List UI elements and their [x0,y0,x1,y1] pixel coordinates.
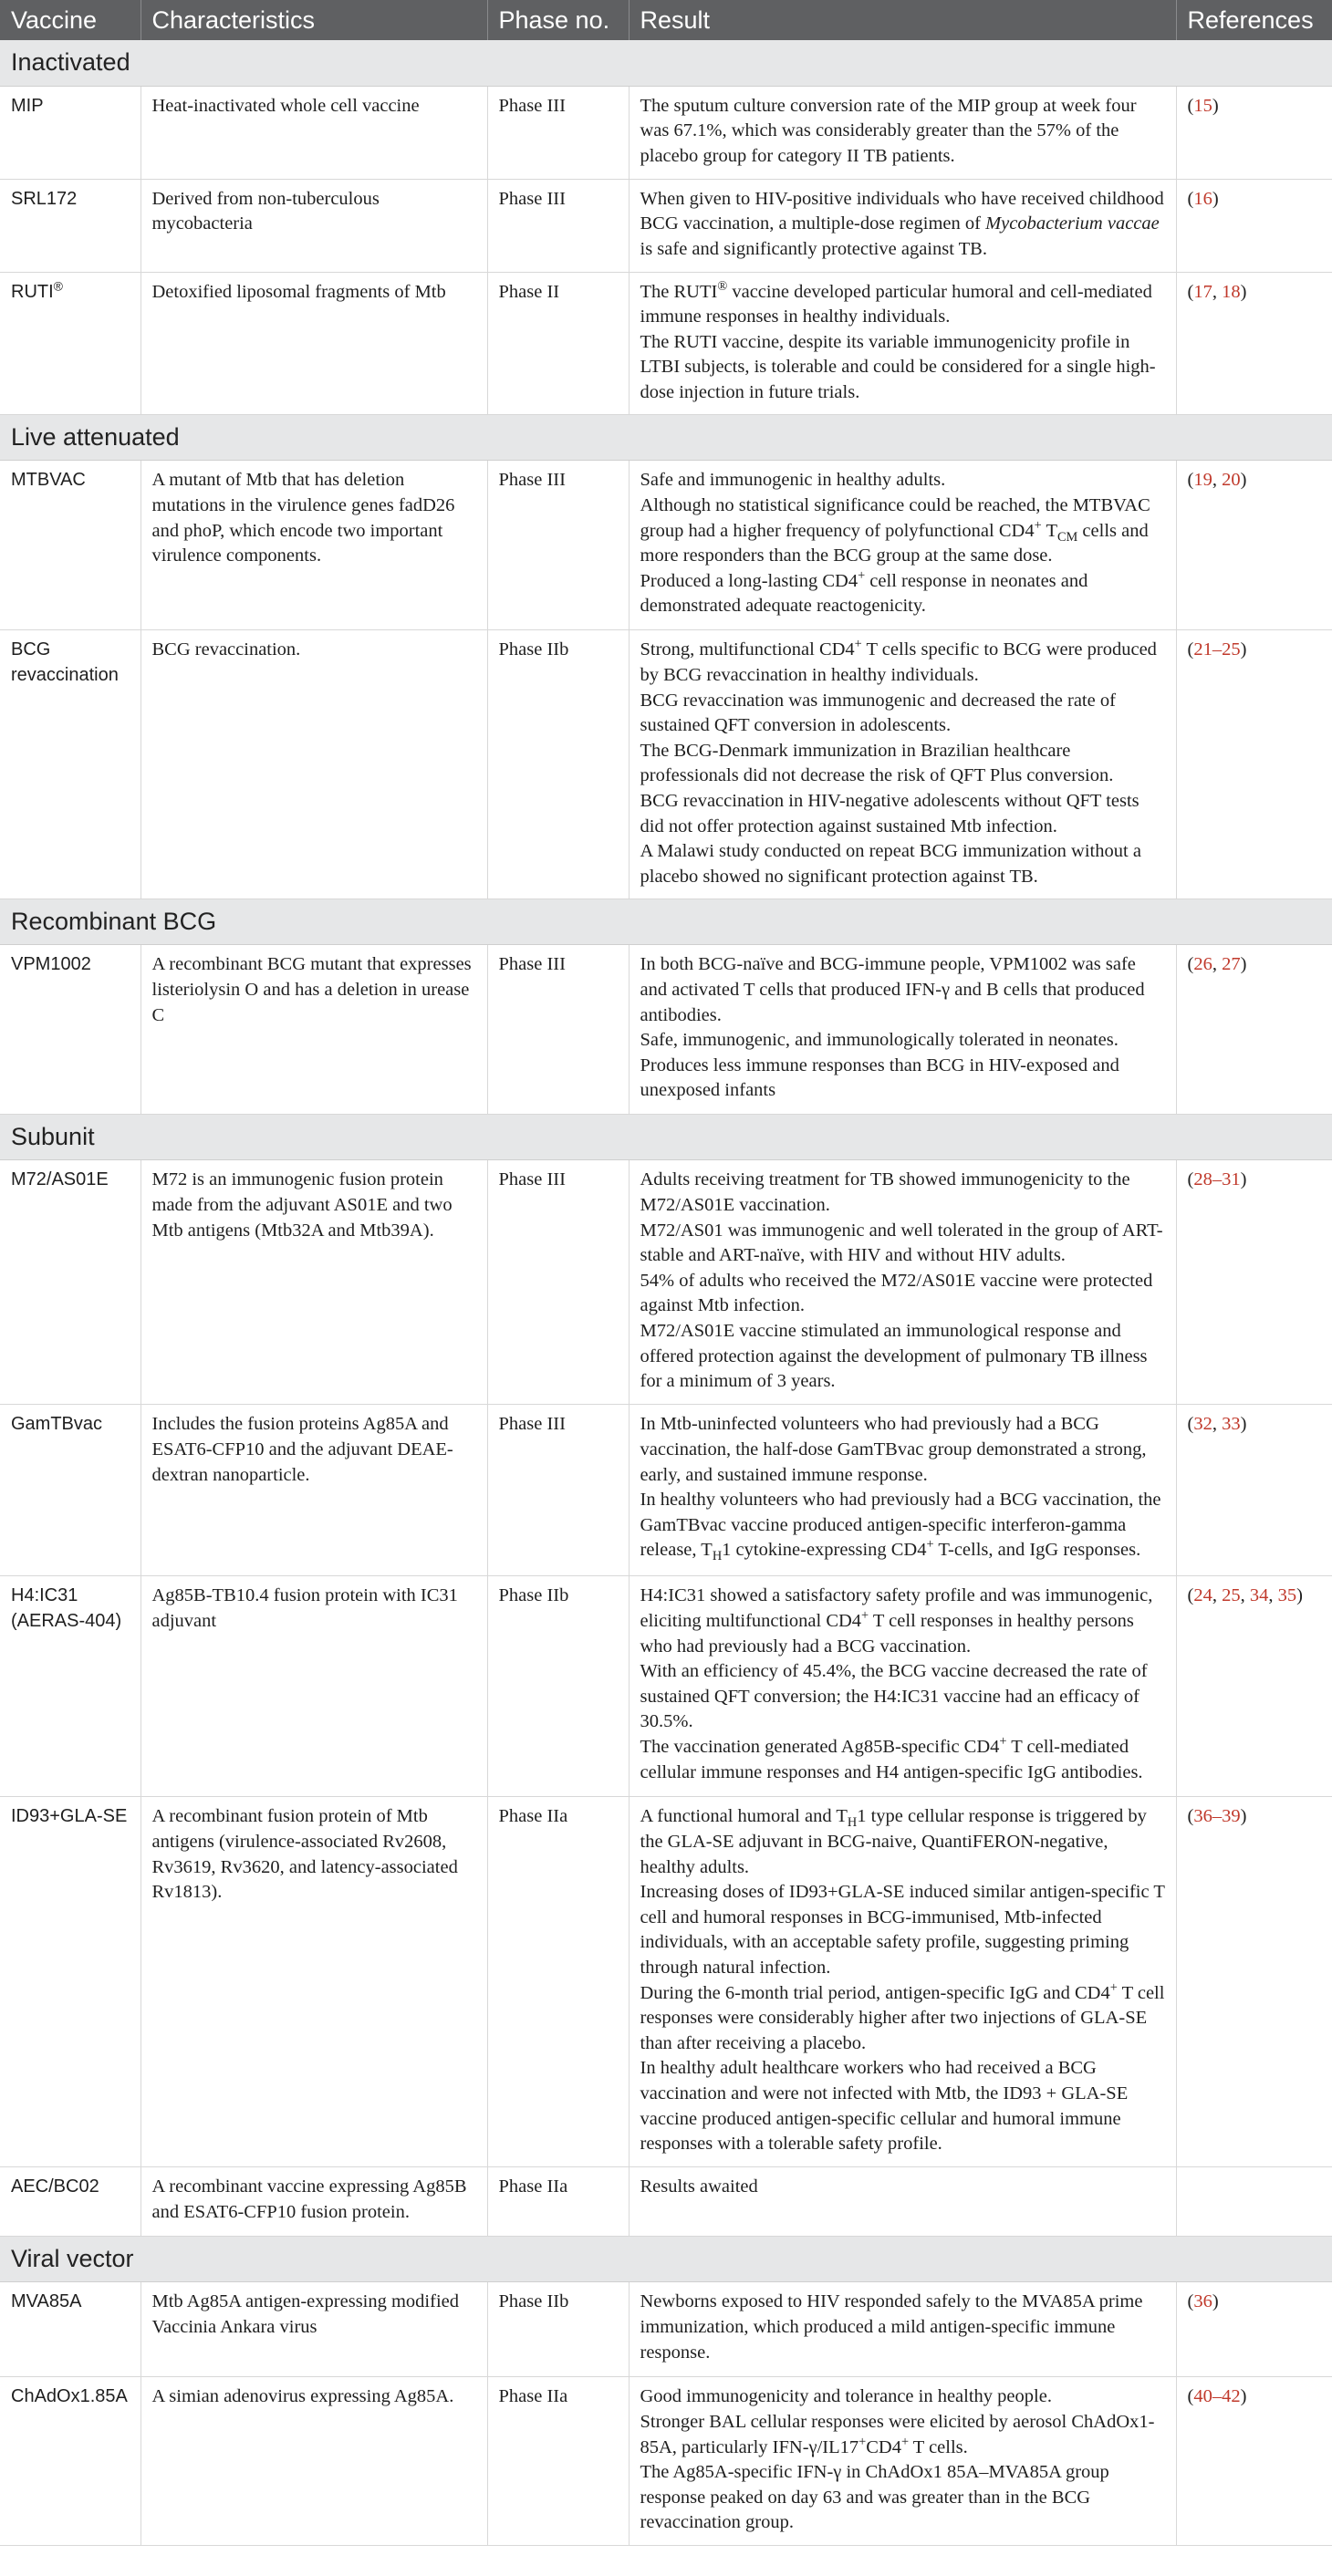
phase-cell: Phase IIb [487,1576,629,1797]
characteristics-cell: A recombinant fusion protein of Mtb antigens (virulence-associated Rv2608, Rv3619, Rv3620, and latency-associated Rv1813). [140,1797,487,2167]
result-cell [629,945,1176,1115]
reference-link[interactable]: 25 [1222,1585,1241,1606]
phase-cell: Phase III [487,179,629,272]
result-paragraph: With an efficiency of 45.4%, the BCG vaccine decreased the rate of sustained QFT conversion; the H4:IC31 vaccine had an efficacy of 30.5%. [640,1661,1148,1732]
result-cell [629,86,1176,179]
phase-cell: Phase IIa [487,2377,629,2546]
vaccine-name: H4:IC31 (AERAS-404) [0,1576,140,1797]
table-row [0,1576,1332,1797]
table-body [0,40,1332,2545]
result-paragraph: Increasing doses of ID93+GLA-SE induced similar antigen-specific T cell and humoral responses in BCG-immunised, Mtb-infected individuals, with an acceptable safety profile, suggesting priming through natural infection. [640,1882,1165,1978]
characteristics-cell: Detoxified liposomal fragments of Mtb [140,272,487,415]
phase-cell: Phase III [487,86,629,179]
references-cell: (24, 25, 34, 35) [1176,1576,1332,1797]
characteristics-cell: Ag85B-TB10.4 fusion protein with IC31 adjuvant [140,1576,487,1797]
result-paragraph: Produces less immune responses than BCG in HIV-exposed and unexposed infants [640,1054,1119,1101]
section-header-row [0,40,1332,86]
references-cell: (19, 20) [1176,461,1332,630]
result-paragraph: Stronger BAL cellular responses were elicited by aerosol ChAdOx1-85A, particularly IFN-γ/IL17+CD4+ T cells. [640,2412,1155,2457]
result-paragraph: In both BCG-naïve and BCG-immune people, VPM1002 was safe and activated T cells that produced IFN-γ and B cells that produced antibodies. [640,954,1145,1025]
result-paragraph: BCG revaccination in HIV-negative adolescents without QFT tests did not offer protection against sustained Mtb infection. [640,791,1139,836]
reference-link[interactable]: 16 [1193,188,1212,209]
result-cell [629,1405,1176,1576]
result-paragraph: Although no statistical significance could be reached, the MTBVAC group had a higher frequency of polyfunctional CD4+ $T_{CM}$ cells and more responders than the BCG group at the same dose. [640,495,1150,566]
result-paragraph: In healthy adult healthcare workers who had received a BCG vaccination and were not infected with Mtb, the ID93 + GLA-SE vaccine produced antigen-specific cellular and humoral immune responses with a tolerable safety profile. [640,2058,1129,2155]
phase-cell: Phase III [487,1405,629,1576]
reference-link[interactable]: 32 [1193,1414,1212,1435]
result-paragraph: Results awaited [640,2176,758,2197]
result-cell [629,1160,1176,1405]
phase-cell: Phase III [487,1160,629,1405]
phase-cell: Phase IIb [487,2282,629,2377]
section-header-row [0,899,1332,945]
result-paragraph: In healthy volunteers who had previously had a BCG vaccination, the GamTBvac vaccine produced antigen-specific interferon-gamma release, $T_H1$ cytokine-expressing CD4+ T-cells, and IgG responses. [640,1490,1161,1564]
reference-link[interactable]: 40–42 [1193,2386,1241,2407]
header-characteristics: Characteristics [140,0,487,40]
reference-link[interactable]: 19 [1193,470,1212,491]
references-cell: (21–25) [1176,630,1332,899]
result-paragraph: The RUTI vaccine, despite its variable immunogenicity profile in LTBI subjects, is tolerable and could be considered for a single high-dose injection in future trials. [640,331,1156,402]
result-cell [629,2282,1176,2377]
table-row [0,630,1332,899]
result-cell [629,1797,1176,2167]
characteristics-cell: BCG revaccination. [140,630,487,899]
result-paragraph: When given to HIV-positive individuals who have received childhood BCG vaccination, a multiple-dose regimen of Mycobacterium vaccae is safe and significantly protective against TB. [640,188,1164,259]
vaccine-name: M72/AS01E [0,1160,140,1405]
result-paragraph: A Malawi study conducted on repeat BCG immunization without a placebo showed no significant protection against TB. [640,841,1141,887]
reference-link[interactable]: 36 [1193,2291,1212,2312]
result-paragraph: Newborns exposed to HIV responded safely to the MVA85A prime immunization, which produced a mild antigen-specific immune response. [640,2291,1143,2363]
table-row [0,179,1332,272]
result-paragraph: Adults receiving treatment for TB showed immunogenicity to the M72/AS01E vaccination. [640,1169,1130,1215]
phase-cell: Phase IIa [487,2167,629,2237]
phase-cell: Phase III [487,461,629,630]
result-paragraph: H4:IC31 showed a satisfactory safety profile and was immunogenic, eliciting multifunctional CD4+ T cell responses in healthy persons who had previously had a BCG vaccination. [640,1585,1153,1657]
phase-cell: Phase IIb [487,630,629,899]
references-cell: (15) [1176,86,1332,179]
section-title: Inactivated [0,40,1332,86]
characteristics-cell: A recombinant BCG mutant that expresses listeriolysin O and has a deletion in urease C [140,945,487,1115]
references-cell: (40–42) [1176,2377,1332,2546]
characteristics-cell: Derived from non-tuberculous mycobacteria [140,179,487,272]
vaccine-name: RUTI® [0,272,140,415]
table-header [0,0,1332,40]
table-row [0,2167,1332,2237]
vaccine-name: ID93+GLA-SE [0,1797,140,2167]
phase-cell: Phase III [487,945,629,1115]
vaccine-name: SRL172 [0,179,140,272]
vaccine-name: GamTBvac [0,1405,140,1576]
result-cell [629,272,1176,415]
characteristics-cell: A recombinant vaccine expressing Ag85B and ESAT6-CFP10 fusion protein. [140,2167,487,2237]
references-cell: (26, 27) [1176,945,1332,1115]
result-paragraph: M72/AS01 was immunogenic and well tolerated in the group of ART-stable and ART-naïve, with HIV and without HIV adults. [640,1220,1163,1266]
references-cell: (32, 33) [1176,1405,1332,1576]
reference-link[interactable]: 20 [1222,470,1241,491]
table-row [0,945,1332,1115]
vaccine-name: VPM1002 [0,945,140,1115]
section-header-row [0,415,1332,461]
table-row [0,2377,1332,2546]
characteristics-cell: A mutant of Mtb that has deletion mutations in the virulence genes fadD26 and phoP, which encode two important virulence components. [140,461,487,630]
result-paragraph: Good immunogenicity and tolerance in healthy people. [640,2386,1052,2407]
references-cell: (17, 18) [1176,272,1332,415]
result-paragraph: The sputum culture conversion rate of the MIP group at week four was 67.1%, which was considerably greater than the 57% of the placebo group for category II TB patients. [640,95,1137,166]
references-cell [1176,2167,1332,2237]
result-cell [629,461,1176,630]
characteristics-cell: Includes the fusion proteins Ag85A and ESAT6-CFP10 and the adjuvant DEAE-dextran nanoparticle. [140,1405,487,1576]
header-phase: Phase no. [487,0,629,40]
result-paragraph: Strong, multifunctional CD4+ T cells specific to BCG were produced by BCG revaccination in healthy individuals. [640,637,1157,686]
table-row [0,1797,1332,2167]
phase-cell: Phase II [487,272,629,415]
characteristics-cell: A simian adenovirus expressing Ag85A. [140,2377,487,2546]
reference-link[interactable]: 27 [1222,954,1241,975]
vaccine-name: MVA85A [0,2282,140,2377]
result-paragraph: 54% of adults who received the M72/AS01E vaccine were protected against Mtb infection. [640,1270,1153,1316]
header-result: Result [629,0,1176,40]
result-paragraph: The Ag85A-specific IFN-γ in ChAdOx1 85A–MVA85A group response peaked on day 63 and was greater than in the BCG revaccination group. [640,2462,1109,2533]
result-paragraph: A functional humoral and $T_H1$ type cellular response is triggered by the GLA-SE adjuvant in BCG-naive, QuantiFERON-negative, healthy adults. [640,1806,1147,1877]
section-header-row [0,2237,1332,2282]
reference-link[interactable]: 35 [1277,1585,1297,1606]
result-paragraph: During the 6-month trial period, antigen-specific IgG and CD4+ T cell responses were considerably higher after two injections of GLA-SE than after receiving a placebo. [640,1979,1165,2053]
reference-link[interactable]: 26 [1193,954,1212,975]
section-header-row [0,1115,1332,1160]
result-paragraph: In Mtb-uninfected volunteers who had previously had a BCG vaccination, the half-dose GamTBvac group demonstrated a strong, early, and sustained immune response. [640,1414,1147,1485]
result-cell [629,2377,1176,2546]
reference-link[interactable]: 28–31 [1193,1169,1241,1190]
section-title: Viral vector [0,2237,1332,2282]
table-row [0,272,1332,415]
references-cell: (36) [1176,2282,1332,2377]
reference-link[interactable]: 15 [1193,95,1212,116]
reference-link[interactable]: 36–39 [1193,1806,1241,1827]
result-paragraph: BCG revaccination was immunogenic and decreased the rate of sustained QFT conversion in adolescents. [640,690,1116,736]
result-paragraph: M72/AS01E vaccine stimulated an immunological response and offered protection against the development of pulmonary TB illness for a minimum of 3 years. [640,1320,1148,1392]
vaccine-name: AEC/BC02 [0,2167,140,2237]
header-vaccine: Vaccine [0,0,140,40]
section-title: Subunit [0,1115,1332,1160]
vaccine-name: BCG revaccination [0,630,140,899]
result-paragraph: The vaccination generated Ag85B-specific CD4+ T cell-mediated cellular immune responses and H4 antigen-specific IgG antibodies. [640,1734,1143,1782]
references-cell: (36–39) [1176,1797,1332,2167]
characteristics-cell: Mtb Ag85A antigen-expressing modified Vaccinia Ankara virus [140,2282,487,2377]
vaccine-name: MTBVAC [0,461,140,630]
section-title: Live attenuated [0,415,1332,461]
table-row [0,86,1332,179]
result-paragraph: The BCG-Denmark immunization in Brazilian healthcare professionals did not decrease the risk of QFT Plus conversion. [640,740,1114,786]
reference-link[interactable]: 21–25 [1193,639,1241,660]
characteristics-cell: M72 is an immunogenic fusion protein made from the adjuvant AS01E and two Mtb antigens (Mtb32A and Mtb39A). [140,1160,487,1405]
characteristics-cell: Heat-inactivated whole cell vaccine [140,86,487,179]
references-cell: (16) [1176,179,1332,272]
reference-link[interactable]: 17 [1193,281,1212,302]
result-paragraph: Safe, immunogenic, and immunologically tolerated in neonates. [640,1030,1119,1051]
table-row [0,1160,1332,1405]
section-title: Recombinant BCG [0,899,1332,945]
result-cell [629,1576,1176,1797]
result-paragraph: The RUTI® vaccine developed particular humoral and cell-mediated immune responses in healthy individuals. [640,278,1152,327]
table-row [0,2282,1332,2377]
reference-link[interactable]: 34 [1249,1585,1269,1606]
references-cell: (28–31) [1176,1160,1332,1405]
result-cell [629,2167,1176,2237]
result-cell [629,630,1176,899]
header-references: References [1176,0,1332,40]
vaccine-name: MIP [0,86,140,179]
result-cell [629,179,1176,272]
result-paragraph: Produced a long-lasting CD4+ cell response in neonates and demonstrated adequate reactogenicity. [640,568,1088,617]
vaccine-name: ChAdOx1.85A [0,2377,140,2546]
reference-link[interactable]: 18 [1222,281,1241,302]
phase-cell: Phase IIa [487,1797,629,2167]
result-paragraph: Safe and immunogenic in healthy adults. [640,470,946,491]
reference-link[interactable]: 24 [1193,1585,1212,1606]
table-row [0,461,1332,630]
table-row [0,1405,1332,1576]
reference-link[interactable]: 33 [1222,1414,1241,1435]
